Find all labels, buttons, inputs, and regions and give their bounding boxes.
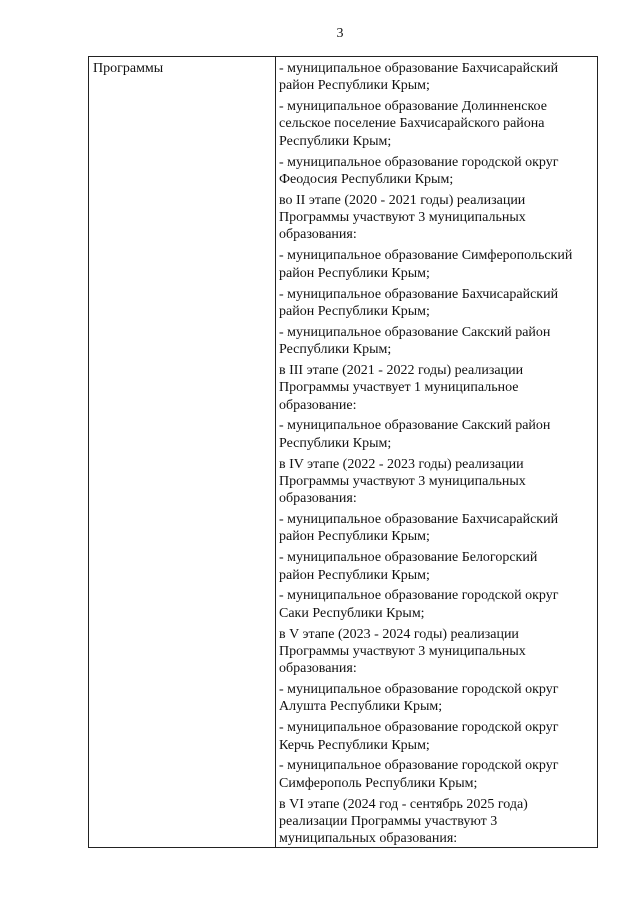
content-paragraph: - муниципальное образование Сакский район Республики Крым; xyxy=(279,324,551,358)
content-paragraph: - муниципальное образование городской округ Саки Республики Крым; xyxy=(279,588,559,621)
content-paragraph: - муниципальное образование городской округ Алушта Республики Крым; xyxy=(279,682,559,715)
content-paragraph: - муниципальное образование Бахчисарайский район Республики Крым; xyxy=(279,61,559,94)
stage-paragraph: в VI этапе (2024 год - сентябрь 2025 года) реализации Программы участвуют 3 муниципальных образования: xyxy=(279,796,528,847)
content-paragraph: - муниципальное образование Сакский район Республики Крым; xyxy=(279,418,551,451)
content-paragraph: - муниципальное образование Белогорский район Республики Крым; xyxy=(279,550,538,583)
row-label: Программы xyxy=(93,61,164,76)
content-paragraph: - муниципальное образование городской округ Феодосия Республики Крым; xyxy=(279,154,559,187)
stage-paragraph: во II этапе (2020 - 2021 годы) реализации Программы участвуют 3 муниципальных образования: xyxy=(279,192,526,243)
page-number: 3 xyxy=(336,26,344,41)
stage-paragraph: в III этапе (2021 - 2022 годы) реализации Программы участвует 1 муниципальное образование: xyxy=(279,362,524,413)
row-content xyxy=(279,60,597,851)
stage-paragraph: в V этапе (2023 - 2024 годы) реализации Программы участвуют 3 муниципальных образования: xyxy=(279,626,526,677)
document-table xyxy=(88,56,598,848)
content-paragraph: - муниципальное образование Бахчисарайский район Республики Крым; xyxy=(279,286,559,319)
content-paragraph: - муниципальное образование Бахчисарайский район Республики Крым; xyxy=(279,512,559,545)
content-paragraph: - муниципальное образование Симферопольский район Республики Крым; xyxy=(279,248,573,281)
content-paragraph: - муниципальное образование городской округ Симферополь Республики Крым; xyxy=(279,758,559,791)
column-divider xyxy=(275,57,276,847)
content-paragraph: - муниципальное образование городской округ Керчь Республики Крым; xyxy=(279,720,559,753)
content-paragraph: - муниципальное образование Долинненское сельское поселение Бахчисарайского района Республики Крым; xyxy=(279,99,547,149)
stage-paragraph: в IV этапе (2022 - 2023 годы) реализации Программы участвуют 3 муниципальных образования: xyxy=(279,456,526,507)
